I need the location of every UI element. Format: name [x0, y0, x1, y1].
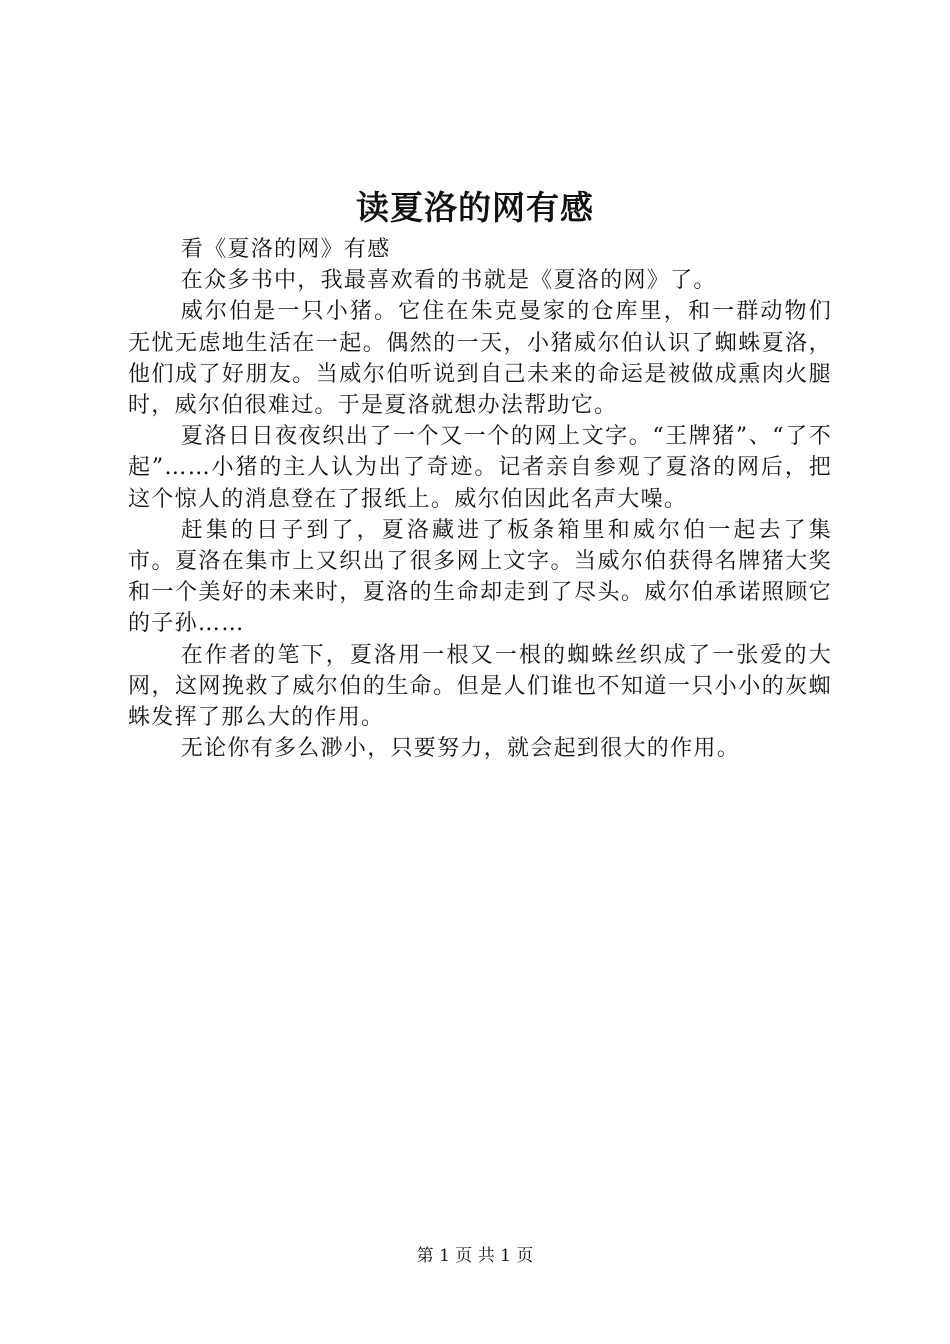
- paragraph: 威尔伯是一只小猪。它住在朱克曼家的仓库里，和一群动物们无忧无虑地生活在一起。偶然的一天，小猪威尔伯认识了蜘蛛夏洛，他们成了好朋友。当威尔伯听说到自己未来的命运是被做成熏肉火腿时，威尔伯很难过。于是夏洛就想办法帮助它。: [128, 299, 832, 419]
- paragraph: 在作者的笔下，夏洛用一根又一根的蜘蛛丝织成了一张爱的大网，这网挽救了威尔伯的生命。但是人们谁也不知道一只小小的灰蜘蛛发挥了那么大的作用。: [128, 642, 832, 731]
- paragraph: 在众多书中，我最喜欢看的书就是《夏洛的网》了。: [180, 268, 717, 294]
- page-footer: 第 1 页 共 1 页: [416, 1246, 534, 1266]
- paragraph-conclusion: 无论你有多么渺小，只要努力，就会起到很大的作用。: [180, 736, 740, 762]
- paragraph: 夏洛日日夜夜织出了一个又一个的网上文字。“王牌猪”、“了不起”……小猪的主人认为出了奇迹。记者亲自参观了夏洛的网后，把这个惊人的消息登在了报纸上。威尔伯因此名声大噪。: [128, 424, 832, 512]
- document-title: 读夏洛的网有感: [356, 188, 594, 227]
- document-body: [128, 234, 832, 764]
- paragraph: 赶集的日子到了，夏洛藏进了板条箱里和威尔伯一起去了集市。夏洛在集市上又织出了很多网上文字。当威尔伯获得名牌猪大奖和一个美好的未来时，夏洛的生命却走到了尽头。威尔伯承诺照顾它的子孙……: [128, 517, 832, 637]
- paragraph-subtitle: 看《夏洛的网》有感: [180, 237, 391, 262]
